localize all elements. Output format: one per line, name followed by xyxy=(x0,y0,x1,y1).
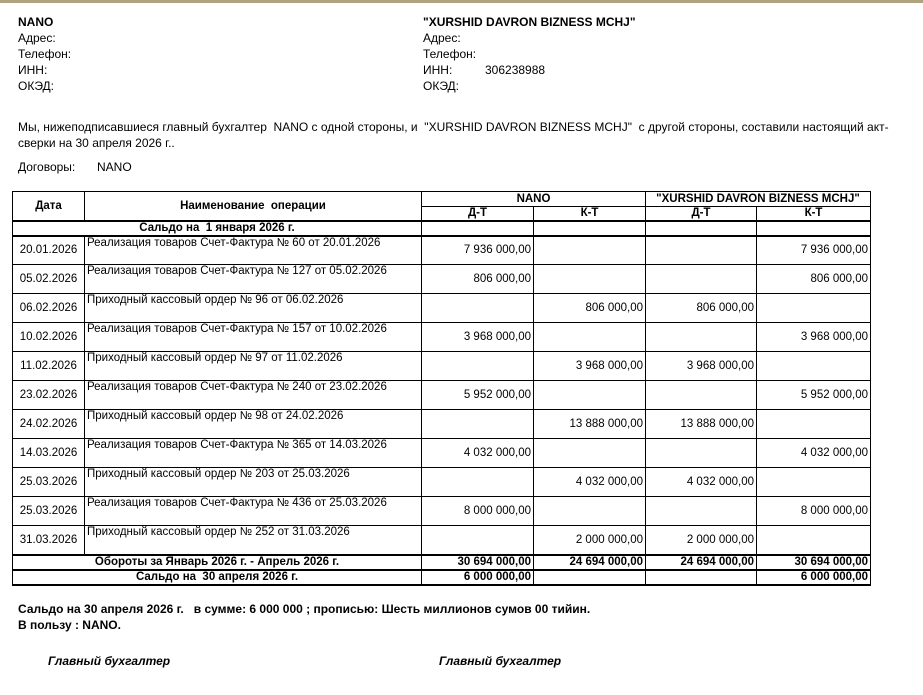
cell-operation: Приходный кассовый ордер № 96 от 06.02.2026 xyxy=(85,294,422,323)
cell-amount-p2-dt: 3 968 000,00 xyxy=(646,352,757,381)
table-row xyxy=(13,381,871,410)
table-row xyxy=(13,352,871,381)
cell-amount-p2-kt: 30 694 000,00 xyxy=(757,555,871,570)
cell-amount-p1-dt: 4 032 000,00 xyxy=(422,439,534,468)
cell-date: 24.02.2026 xyxy=(13,410,85,439)
cell-amount-p2-kt: 5 952 000,00 xyxy=(757,381,871,410)
cell-amount-p2-dt: 2 000 000,00 xyxy=(646,526,757,555)
turnover-row xyxy=(13,555,871,570)
party-right-info xyxy=(423,14,636,94)
party-left-phone-line xyxy=(18,46,423,62)
table-row xyxy=(13,294,871,323)
cell-date: 25.03.2026 xyxy=(13,468,85,497)
cell-operation: Реализация товаров Счет-Фактура № 436 от 25.03.2026 xyxy=(85,497,422,526)
cell-amount-p1-kt xyxy=(534,497,646,526)
party-left-info xyxy=(18,14,423,94)
cell-operation: Реализация товаров Счет-Фактура № 60 от 20.01.2026 xyxy=(85,236,422,265)
cell-date: 14.03.2026 xyxy=(13,439,85,468)
oked-label: ОКЭД: xyxy=(423,79,460,93)
cell-amount-p1-kt xyxy=(534,265,646,294)
cell-amount-p2-kt xyxy=(757,410,871,439)
table-row xyxy=(13,265,871,294)
intro-paragraph: Мы, нижеподписавшиеся главный бухгалтер NANO с одной стороны, и "XURSHID DAVRON BIZNESS MCHJ" с другой стороны, составили настоящий акт-сверки на 30 апреля 2026 г.. xyxy=(18,120,889,150)
cell-amount-p1-dt xyxy=(422,294,534,323)
cell-operation: Приходный кассовый ордер № 252 от 31.03.2026 xyxy=(85,526,422,555)
contracts-value: NANO xyxy=(97,160,132,174)
cell-amount-p1-dt: 6 000 000,00 xyxy=(422,570,534,585)
column-header-p2-credit: К-Т xyxy=(757,207,871,221)
cell-amount-p1-dt: 8 000 000,00 xyxy=(422,497,534,526)
cell-amount-p1-dt: 30 694 000,00 xyxy=(422,555,534,570)
signature-block xyxy=(48,654,923,668)
column-header-date: Дата xyxy=(13,192,85,221)
column-group-party1: NANO xyxy=(422,192,646,207)
cell-amount-p1-kt xyxy=(534,381,646,410)
cell-amount-p2-dt xyxy=(646,221,757,236)
cell-amount-p1-kt: 24 694 000,00 xyxy=(534,555,646,570)
cell-amount-p2-dt: 13 888 000,00 xyxy=(646,410,757,439)
closing-summary-line: Сальдо на 30 апреля 2026 г. в сумме: 6 000 000 ; прописью: Шесть миллионов сумов 00 тийин. xyxy=(18,601,591,616)
column-header-operation: Наименование операции xyxy=(85,192,422,221)
cell-amount-p1-dt: 3 968 000,00 xyxy=(422,323,534,352)
cell-amount-p2-kt: 806 000,00 xyxy=(757,265,871,294)
closing-balance-row xyxy=(13,570,871,585)
table-body xyxy=(13,236,871,555)
cell-amount-p2-kt xyxy=(757,526,871,555)
cell-operation: Реализация товаров Счет-Фактура № 127 от 05.02.2026 xyxy=(85,265,422,294)
cell-amount-p1-kt: 4 032 000,00 xyxy=(534,468,646,497)
document-footer xyxy=(18,601,923,668)
cell-date: 10.02.2026 xyxy=(13,323,85,352)
table-header-row-groups xyxy=(13,192,871,207)
cell-amount-p2-kt: 3 968 000,00 xyxy=(757,323,871,352)
table-row xyxy=(13,439,871,468)
phone-label: Телефон: xyxy=(423,47,477,61)
cell-date: 23.02.2026 xyxy=(13,381,85,410)
cell-date: 25.03.2026 xyxy=(13,497,85,526)
cell-amount-p1-dt: 806 000,00 xyxy=(422,265,534,294)
column-group-party2: "XURSHID DAVRON BIZNESS MCHJ" xyxy=(646,192,871,207)
cell-amount-p2-kt: 4 032 000,00 xyxy=(757,439,871,468)
opening-balance-label: Сальдо на 1 января 2026 г. xyxy=(13,221,422,236)
inn-value: 306238988 xyxy=(485,63,546,77)
table-row xyxy=(13,497,871,526)
cell-amount-p1-dt xyxy=(422,352,534,381)
party-right-address-line xyxy=(423,30,636,46)
cell-date: 20.01.2026 xyxy=(13,236,85,265)
cell-operation: Реализация товаров Счет-Фактура № 157 от 10.02.2026 xyxy=(85,323,422,352)
cell-amount-p2-dt xyxy=(646,236,757,265)
reconciliation-table xyxy=(12,191,871,586)
party-right-name: "XURSHID DAVRON BIZNESS MCHJ" xyxy=(423,15,636,29)
cell-date: 05.02.2026 xyxy=(13,265,85,294)
column-header-p1-debit: Д-Т xyxy=(422,207,534,221)
party-right-oked-line xyxy=(423,78,636,94)
address-label: Адрес: xyxy=(18,31,56,45)
cell-amount-p2-kt: 8 000 000,00 xyxy=(757,497,871,526)
party-left-inn-line xyxy=(18,62,423,78)
cell-amount-p1-kt xyxy=(534,439,646,468)
cell-amount-p2-kt: 7 936 000,00 xyxy=(757,236,871,265)
document-header xyxy=(0,3,923,94)
cell-amount-p1-kt xyxy=(534,221,646,236)
cell-operation: Реализация товаров Счет-Фактура № 365 от 14.03.2026 xyxy=(85,439,422,468)
address-label: Адрес: xyxy=(423,31,461,45)
cell-operation: Приходный кассовый ордер № 97 от 11.02.2026 xyxy=(85,352,422,381)
cell-amount-p1-kt: 13 888 000,00 xyxy=(534,410,646,439)
cell-amount-p2-dt xyxy=(646,497,757,526)
column-header-p2-debit: Д-Т xyxy=(646,207,757,221)
table-row xyxy=(13,410,871,439)
cell-amount-p2-kt xyxy=(757,221,871,236)
in-favor-line: В пользу : NANO. xyxy=(18,617,121,632)
table-row xyxy=(13,526,871,555)
table-row xyxy=(13,468,871,497)
table-row xyxy=(13,323,871,352)
cell-amount-p2-dt xyxy=(646,381,757,410)
cell-operation: Приходный кассовый ордер № 98 от 24.02.2026 xyxy=(85,410,422,439)
cell-amount-p1-dt xyxy=(422,410,534,439)
contracts-label: Договоры: xyxy=(18,160,76,174)
cell-amount-p2-dt: 24 694 000,00 xyxy=(646,555,757,570)
cell-amount-p2-dt xyxy=(646,570,757,585)
cell-amount-p1-kt: 806 000,00 xyxy=(534,294,646,323)
oked-label: ОКЭД: xyxy=(18,79,55,93)
signature-right: Главный бухгалтер xyxy=(439,653,562,668)
opening-balance-row xyxy=(13,221,871,236)
signature-left: Главный бухгалтер xyxy=(48,653,171,668)
cell-amount-p2-kt: 6 000 000,00 xyxy=(757,570,871,585)
cell-amount-p2-dt xyxy=(646,439,757,468)
cell-amount-p1-dt xyxy=(422,221,534,236)
cell-date: 31.03.2026 xyxy=(13,526,85,555)
cell-amount-p2-dt: 4 032 000,00 xyxy=(646,468,757,497)
cell-amount-p1-dt xyxy=(422,526,534,555)
cell-date: 11.02.2026 xyxy=(13,352,85,381)
cell-amount-p1-dt xyxy=(422,468,534,497)
contracts-line xyxy=(18,160,923,174)
party-left-address-line xyxy=(18,30,423,46)
turnover-label: Обороты за Январь 2026 г. - Апрель 2026 г. xyxy=(13,555,422,570)
cell-amount-p2-kt xyxy=(757,352,871,381)
cell-amount-p2-dt: 806 000,00 xyxy=(646,294,757,323)
cell-amount-p2-kt xyxy=(757,468,871,497)
cell-amount-p1-kt xyxy=(534,236,646,265)
cell-amount-p1-kt: 2 000 000,00 xyxy=(534,526,646,555)
cell-amount-p1-dt: 5 952 000,00 xyxy=(422,381,534,410)
cell-date: 06.02.2026 xyxy=(13,294,85,323)
closing-balance-label: Сальдо на 30 апреля 2026 г. xyxy=(13,570,422,585)
cell-amount-p2-dt xyxy=(646,265,757,294)
inn-label: ИНН: xyxy=(423,63,453,77)
cell-amount-p1-kt xyxy=(534,323,646,352)
cell-operation: Приходный кассовый ордер № 203 от 25.03.2026 xyxy=(85,468,422,497)
party-left-oked-line xyxy=(18,78,423,94)
phone-label: Телефон: xyxy=(18,47,72,61)
party-right-inn-line xyxy=(423,62,636,78)
table-row xyxy=(13,236,871,265)
party-right-phone-line xyxy=(423,46,636,62)
cell-operation: Реализация товаров Счет-Фактура № 240 от 23.02.2026 xyxy=(85,381,422,410)
inn-label: ИНН: xyxy=(18,63,48,77)
column-header-p1-credit: К-Т xyxy=(534,207,646,221)
party-left-name: NANO xyxy=(18,15,54,29)
cell-amount-p1-kt: 3 968 000,00 xyxy=(534,352,646,381)
cell-amount-p2-dt xyxy=(646,323,757,352)
cell-amount-p1-kt xyxy=(534,570,646,585)
cell-amount-p2-kt xyxy=(757,294,871,323)
cell-amount-p1-dt: 7 936 000,00 xyxy=(422,236,534,265)
